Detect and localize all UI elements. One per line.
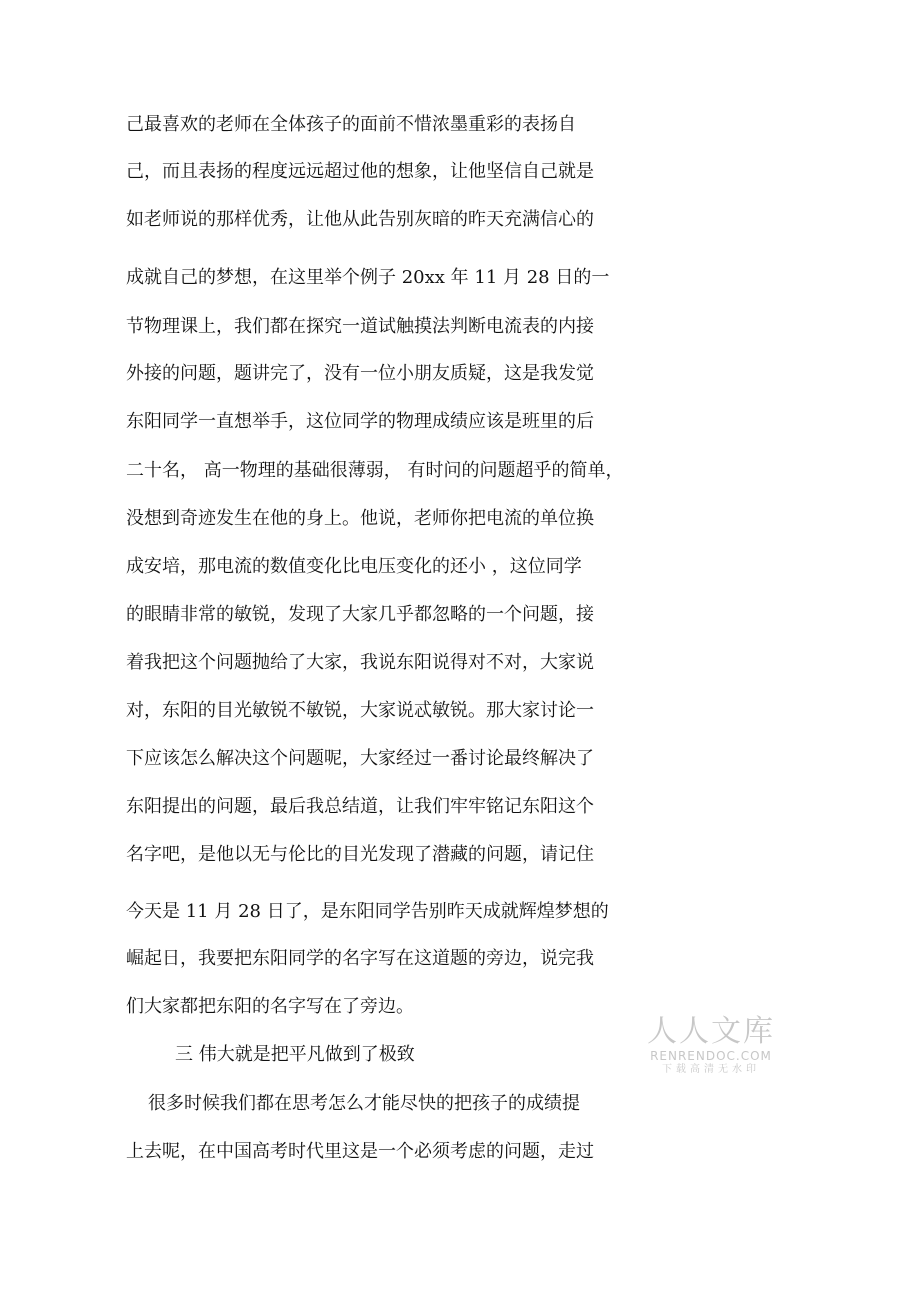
text-line: 节物理课上，我们都在探究一道试触摸法判断电流表的内接: [126, 316, 594, 337]
text-line: 东阳提出的问题，最后我总结道，让我们牢牢铭记东阳这个: [126, 796, 594, 817]
text-line: 外接的问题，题讲完了，没有一位小朋友质疑，这是我发觉: [126, 363, 594, 384]
text-line: 崛起日，我要把东阳同学的名字写在这道题的旁边，说完我: [126, 948, 594, 969]
text-line: 下应该怎么解决这个问题呢，大家经过一番讨论最终解决了: [126, 748, 594, 769]
text-line: 的眼睛非常的敏锐，发现了大家几乎都忽略的一个问题，接: [126, 604, 594, 625]
section-heading: 三 伟大就是把平凡做到了极致: [175, 1044, 415, 1065]
text-line: 很多时候我们都在思考怎么才能尽快的把孩子的成绩提: [148, 1093, 580, 1114]
watermark-title: 人人文库: [647, 1014, 775, 1049]
text-line: 己，而且表扬的程度远远超过他的想象，让他坚信自己就是: [126, 161, 594, 182]
text-line: 成安培，那电流的数值变化比电压变化的还小 ，这位同学: [126, 556, 582, 577]
text-line: 今天是 11 月 28 日了，是东阳同学告别昨天成就辉煌梦想的: [126, 901, 609, 922]
text-line: 名字吧，是他以无与伦比的目光发现了潜藏的问题，请记住: [126, 844, 594, 865]
text-line: 成就自己的梦想，在这里举个例子 20xx 年 11 月 28 日的一: [126, 267, 610, 288]
text-line: 东阳同学一直想举手，这位同学的物理成绩应该是班里的后: [126, 411, 594, 432]
text-line: 们大家都把东阳的名字写在了旁边。: [126, 996, 414, 1017]
text-line: 二十名， 高一物理的基础很薄弱， 有时问的问题超乎的简单，: [126, 460, 624, 481]
watermark-site: RENRENDOC.COM: [650, 1049, 772, 1063]
text-line: 如老师说的那样优秀，让他从此告别灰暗的昨天充满信心的: [126, 209, 594, 230]
text-line: 对，东阳的目光敏锐不敏锐，大家说忒敏锐。那大家讨论一: [126, 700, 594, 721]
watermark-tagline: 下载高清无水印: [662, 1064, 760, 1075]
text-line: 上去呢，在中国高考时代里这是一个必须考虑的问题，走过: [126, 1141, 594, 1162]
watermark-logo: [646, 1015, 776, 1077]
text-line: 己最喜欢的老师在全体孩子的面前不惜浓墨重彩的表扬自: [126, 114, 576, 135]
text-line: 着我把这个问题抛给了大家，我说东阳说得对不对，大家说: [126, 652, 594, 673]
text-line: 没想到奇迹发生在他的身上。他说，老师你把电流的单位换: [126, 508, 594, 529]
